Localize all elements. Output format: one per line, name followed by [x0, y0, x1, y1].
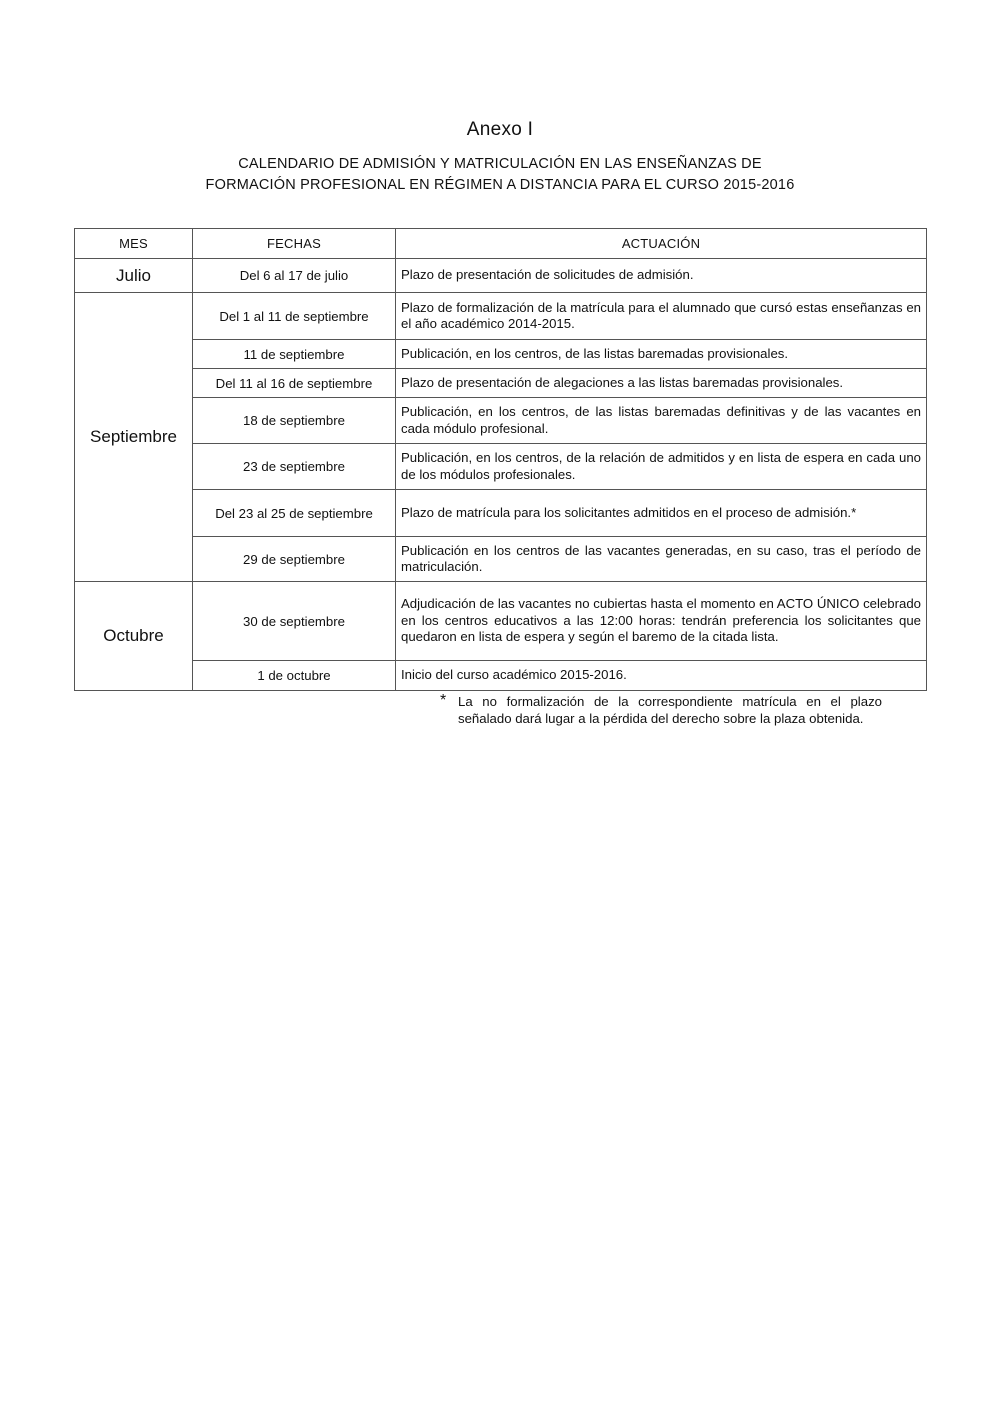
row-action: Plazo de presentación de solicitudes de admisión.	[396, 259, 927, 293]
row-date: 23 de septiembre	[193, 444, 396, 490]
table-row	[75, 259, 927, 293]
table-row	[75, 398, 927, 444]
table-row	[75, 293, 927, 340]
table-row	[75, 369, 927, 398]
calendar-table	[74, 228, 927, 691]
footnote	[440, 694, 882, 727]
month-septiembre: Septiembre	[75, 293, 193, 582]
table-row	[75, 582, 927, 661]
subtitle-line-2: FORMACIÓN PROFESIONAL EN RÉGIMEN A DISTANCIA PARA EL CURSO 2015-2016	[205, 177, 795, 193]
table-header-row	[75, 229, 927, 259]
month-octubre: Octubre	[75, 582, 193, 691]
footnote-text: La no formalización de la correspondiente matrícula en el plazo señalado dará lugar a la pérdida del derecho sobre la plaza obtenida.	[458, 694, 882, 726]
table-row	[75, 444, 927, 490]
row-date: Del 11 al 16 de septiembre	[193, 369, 396, 398]
row-action: Plazo de formalización de la matrícula para el alumnado que cursó estas enseñanzas en el año académico 2014-2015.	[396, 293, 927, 340]
page-subtitle	[100, 154, 900, 196]
row-date: 30 de septiembre	[193, 582, 396, 661]
row-action: Publicación, en los centros, de las listas baremadas definitivas y de las vacantes en cada módulo profesional.	[396, 398, 927, 444]
row-date: 18 de septiembre	[193, 398, 396, 444]
row-action: Publicación en los centros de las vacantes generadas, en su caso, tras el período de matriculación.	[396, 537, 927, 582]
page-title: Anexo I	[466, 119, 534, 140]
table-row	[75, 490, 927, 537]
header-actuacion: ACTUACIÓN	[396, 229, 927, 259]
footnote-marker: *	[440, 692, 447, 709]
row-date: Del 23 al 25 de septiembre	[193, 490, 396, 537]
header-fechas: FECHAS	[193, 229, 396, 259]
subtitle-line-1: CALENDARIO DE ADMISIÓN Y MATRICULACIÓN EN LAS ENSEÑANZAS DE	[238, 156, 762, 172]
row-action: Publicación, en los centros, de las listas baremadas provisionales.	[396, 340, 927, 369]
row-action: Plazo de presentación de alegaciones a las listas baremadas provisionales.	[396, 369, 927, 398]
row-action: Inicio del curso académico 2015-2016.	[396, 661, 927, 691]
row-date: Del 6 al 17 de julio	[193, 259, 396, 293]
row-date: 29 de septiembre	[193, 537, 396, 582]
row-action: Publicación, en los centros, de la relación de admitidos y en lista de espera en cada uno de los módulos profesionales.	[396, 444, 927, 490]
table-row	[75, 537, 927, 582]
row-action: Plazo de matrícula para los solicitantes admitidos en el proceso de admisión.*	[396, 490, 927, 537]
row-date: 11 de septiembre	[193, 340, 396, 369]
table-row	[75, 340, 927, 369]
row-date: 1 de octubre	[193, 661, 396, 691]
header-mes: MES	[75, 229, 193, 259]
month-julio: Julio	[75, 259, 193, 293]
table-row	[75, 661, 927, 691]
row-action: Adjudicación de las vacantes no cubiertas hasta el momento en ACTO ÚNICO celebrado en los centros educativos a las 12:00 horas: tendrán preferencia los solicitantes que quedaron en lista de espera y según el baremo de la citada lista.	[396, 582, 927, 661]
row-date: Del 1 al 11 de septiembre	[193, 293, 396, 340]
